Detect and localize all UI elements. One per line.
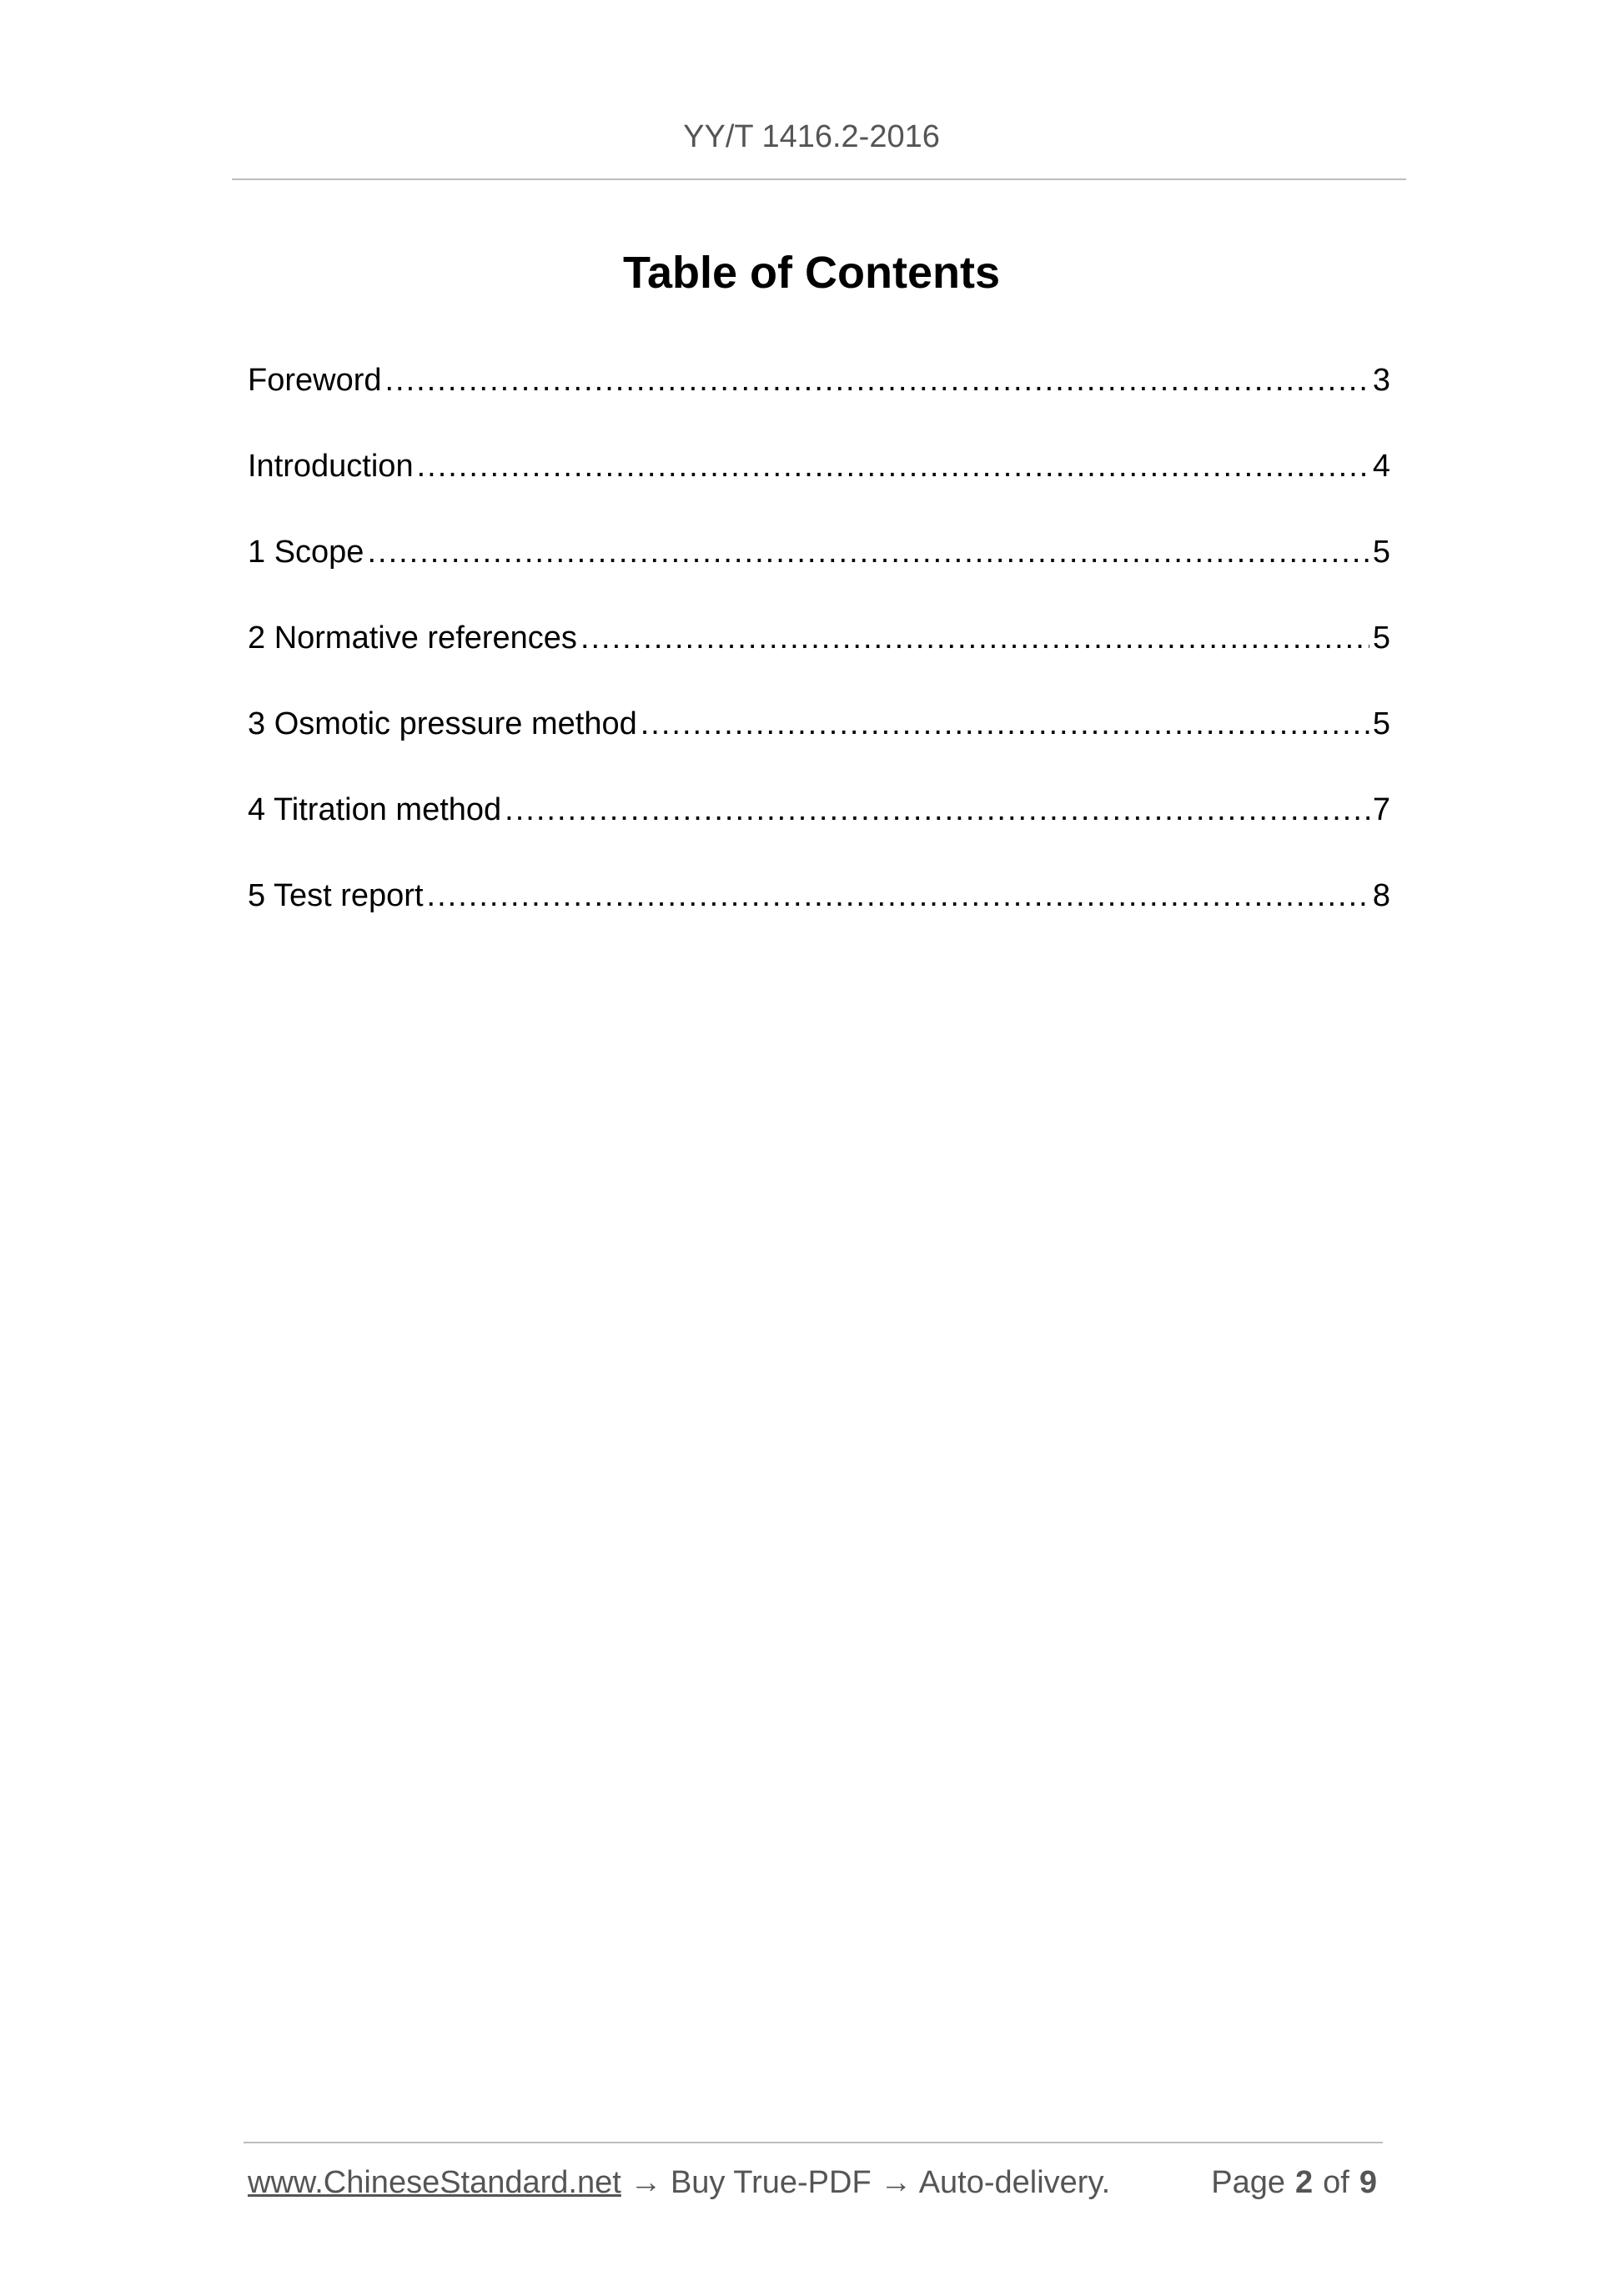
footer-divider — [244, 2142, 1383, 2143]
total-pages-number: 9 — [1359, 2165, 1377, 2200]
toc-list — [248, 359, 1390, 960]
toc-dot-leader — [641, 702, 1369, 746]
toc-entry-page: 7 — [1372, 792, 1390, 827]
toc-entry-page: 8 — [1372, 878, 1390, 913]
current-page-number: 2 — [1295, 2165, 1314, 2200]
toc-entry-label: 2 Normative references — [248, 620, 577, 656]
toc-entry-label: Introduction — [248, 449, 414, 484]
header-divider — [232, 178, 1406, 180]
page-footer — [248, 2162, 1384, 2203]
toc-entry-normative-references[interactable] — [248, 616, 1390, 702]
page-indicator — [1211, 2162, 1377, 2203]
toc-dot-leader — [505, 788, 1369, 831]
toc-dot-leader — [417, 445, 1369, 488]
toc-entry-label: 1 Scope — [248, 535, 364, 570]
site-link[interactable]: www.ChineseStandard.net — [248, 2165, 621, 2200]
toc-title: Table of Contents — [623, 248, 1000, 298]
toc-dot-leader — [385, 359, 1369, 402]
footer-promo — [248, 2162, 1110, 2203]
footer-promo-text: → Buy True-PDF → Auto-delivery. — [621, 2165, 1111, 2200]
toc-dot-leader — [580, 616, 1369, 660]
toc-entry-foreword[interactable] — [248, 359, 1390, 445]
page-label: Page — [1211, 2165, 1286, 2200]
toc-entry-page: 3 — [1372, 363, 1390, 398]
toc-entry-page: 5 — [1372, 706, 1390, 741]
toc-entry-page: 4 — [1372, 449, 1390, 484]
toc-entry-introduction[interactable] — [248, 445, 1390, 530]
toc-entry-page: 5 — [1372, 535, 1390, 570]
of-label: of — [1323, 2165, 1349, 2200]
toc-entry-label: 5 Test report — [248, 878, 424, 913]
toc-entry-label: Foreword — [248, 363, 382, 398]
toc-entry-titration-method[interactable] — [248, 788, 1390, 874]
toc-dot-leader — [427, 874, 1369, 917]
toc-entry-label: 4 Titration method — [248, 792, 502, 827]
toc-entry-label: 3 Osmotic pressure method — [248, 706, 637, 741]
standard-code: YY/T 1416.2-2016 — [683, 119, 940, 154]
toc-entry-scope[interactable] — [248, 530, 1390, 616]
toc-entry-test-report[interactable] — [248, 874, 1390, 960]
toc-entry-page: 5 — [1372, 620, 1390, 656]
toc-dot-leader — [367, 530, 1369, 574]
toc-entry-osmotic-pressure-method[interactable] — [248, 702, 1390, 788]
